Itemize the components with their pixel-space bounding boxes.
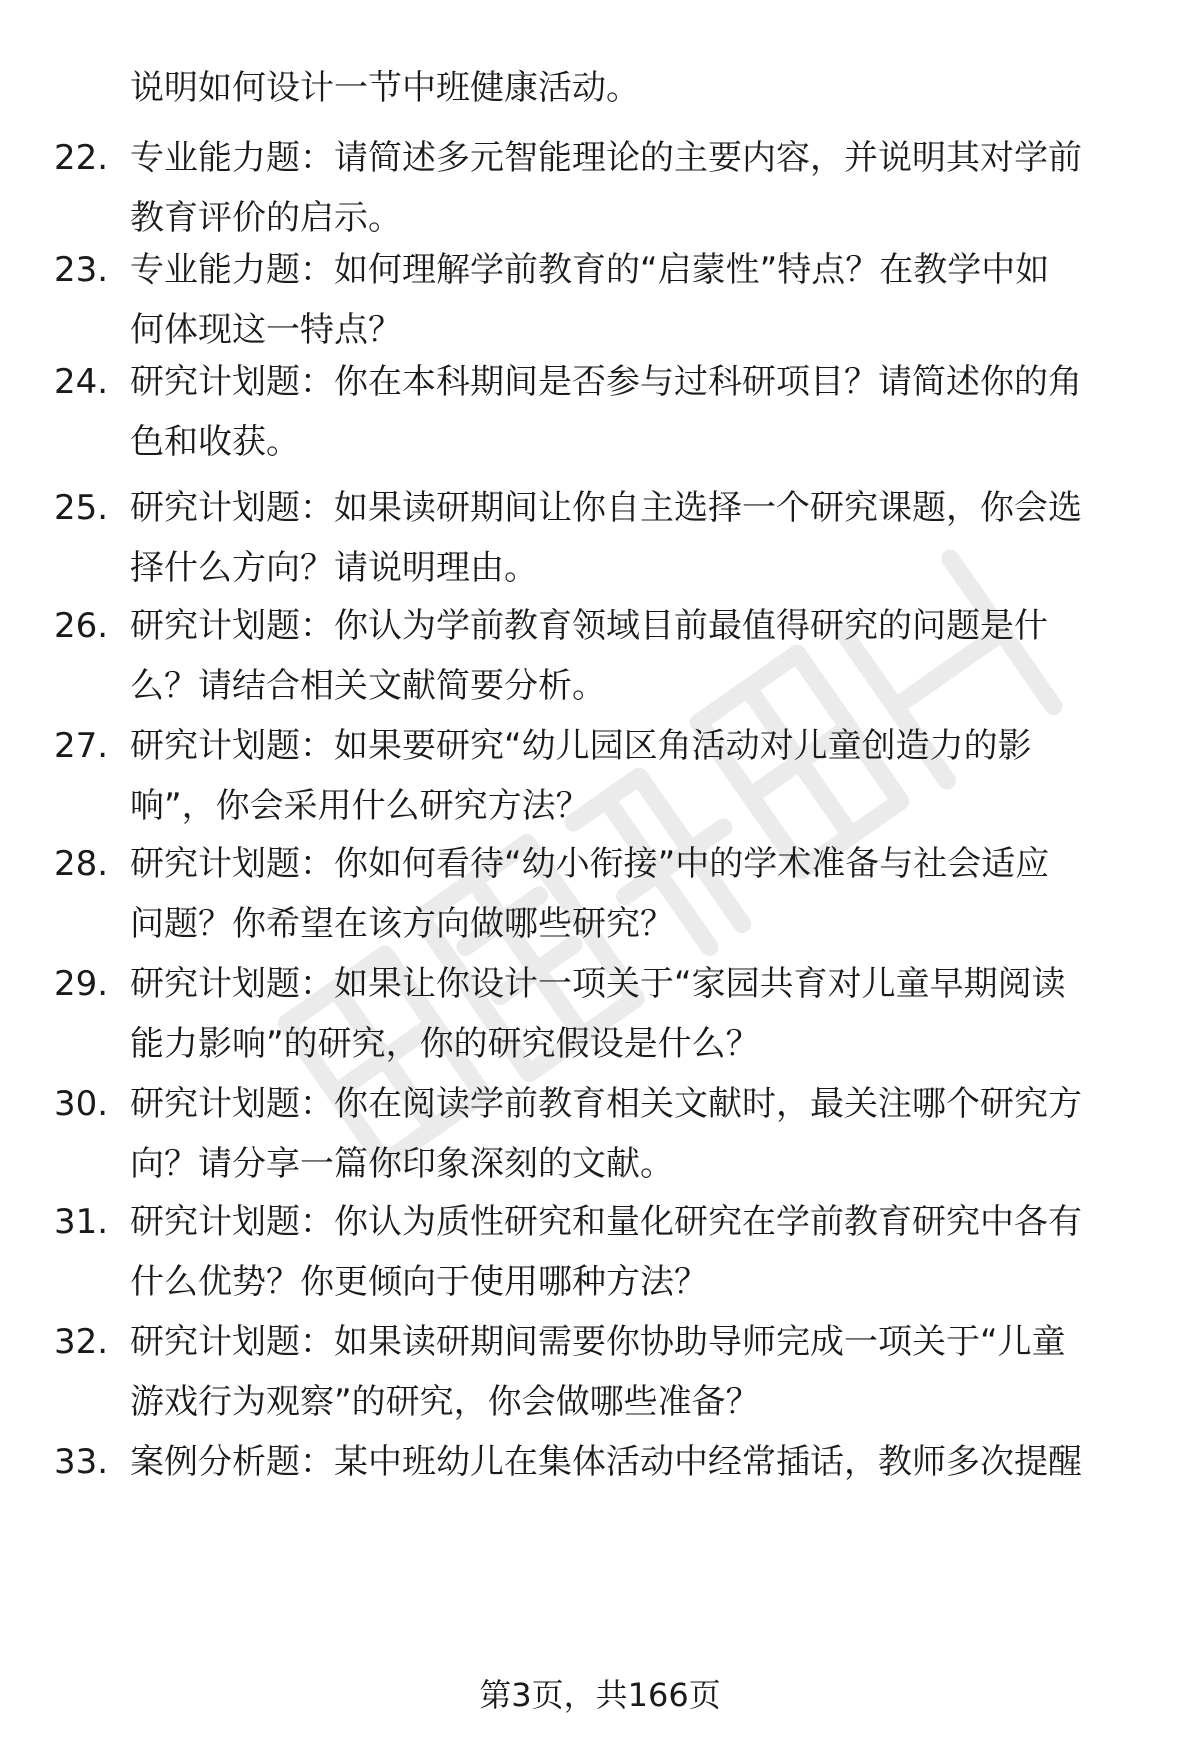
question-number: 31. (54, 1202, 109, 1242)
question-text-line: 案例分析题：某中班幼儿在集体活动中经常插话，教师多次提醒 (130, 1442, 1082, 1482)
question-number: 32. (54, 1322, 109, 1362)
question-text-line: 研究计划题：如果读研期间让你自主选择一个研究课题，你会选 (130, 488, 1082, 528)
question-text-line: 研究计划题：如果要研究“幼儿园区角活动对儿童创造力的影 (130, 726, 1032, 766)
question-number: 25. (54, 488, 109, 528)
question-text-line: 何体现这一特点？ (130, 310, 402, 350)
question-text-line: 能力影响”的研究，你的研究假设是什么？ (130, 1024, 760, 1064)
question-text-line: 研究计划题：你在本科期间是否参与过科研项目？请简述你的角 (130, 362, 1082, 402)
question-number: 28. (54, 844, 109, 884)
question-text-line: 研究计划题：如果读研期间需要你协助导师完成一项关于“儿童 (130, 1322, 1066, 1362)
question-number: 30. (54, 1084, 109, 1124)
question-number: 24. (54, 362, 109, 402)
question-number: 29. (54, 964, 109, 1004)
question-text-line: 研究计划题：如果让你设计一项关于“家园共育对儿童早期阅读 (130, 964, 1066, 1004)
question-text-line: 研究计划题：你认为学前教育领域目前最值得研究的问题是什 (130, 606, 1048, 646)
question-text-line: 专业能力题：如何理解学前教育的“启蒙性”特点？在教学中如 (130, 250, 1050, 290)
question-text-line: 响”，你会采用什么研究方法？ (130, 786, 590, 826)
question-number: 22. (54, 138, 109, 178)
question-text-line: 研究计划题：你认为质性研究和量化研究在学前教育研究中各有 (130, 1202, 1082, 1242)
question-text-line: 什么优势？你更倾向于使用哪种方法？ (130, 1262, 708, 1302)
question-text-line: 么？请结合相关文献简要分析。 (130, 666, 606, 706)
question-text-line: 向？请分享一篇你印象深刻的文献。 (130, 1144, 674, 1184)
question-text-line: 教育评价的启示。 (130, 198, 402, 238)
page-footer: 第3页，共166页 (479, 1676, 721, 1714)
continuation-line: 说明如何设计一节中班健康活动。 (130, 68, 640, 108)
question-text-line: 色和收获。 (130, 422, 300, 462)
question-number: 23. (54, 250, 109, 290)
question-number: 26. (54, 606, 109, 646)
question-number: 33. (54, 1442, 109, 1482)
question-text-line: 研究计划题：你如何看待“幼小衔接”中的学术准备与社会适应 (130, 844, 1050, 884)
question-text-line: 择什么方向？请说明理由。 (130, 548, 538, 588)
question-text-line: 研究计划题：你在阅读学前教育相关文献时，最关注哪个研究方 (130, 1084, 1082, 1124)
question-text-line: 游戏行为观察”的研究，你会做哪些准备？ (130, 1382, 760, 1422)
question-text-line: 问题？你希望在该方向做哪些研究？ (130, 904, 674, 944)
question-text-line: 专业能力题：请简述多元智能理论的主要内容，并说明其对学前 (130, 138, 1082, 178)
question-number: 27. (54, 726, 109, 766)
